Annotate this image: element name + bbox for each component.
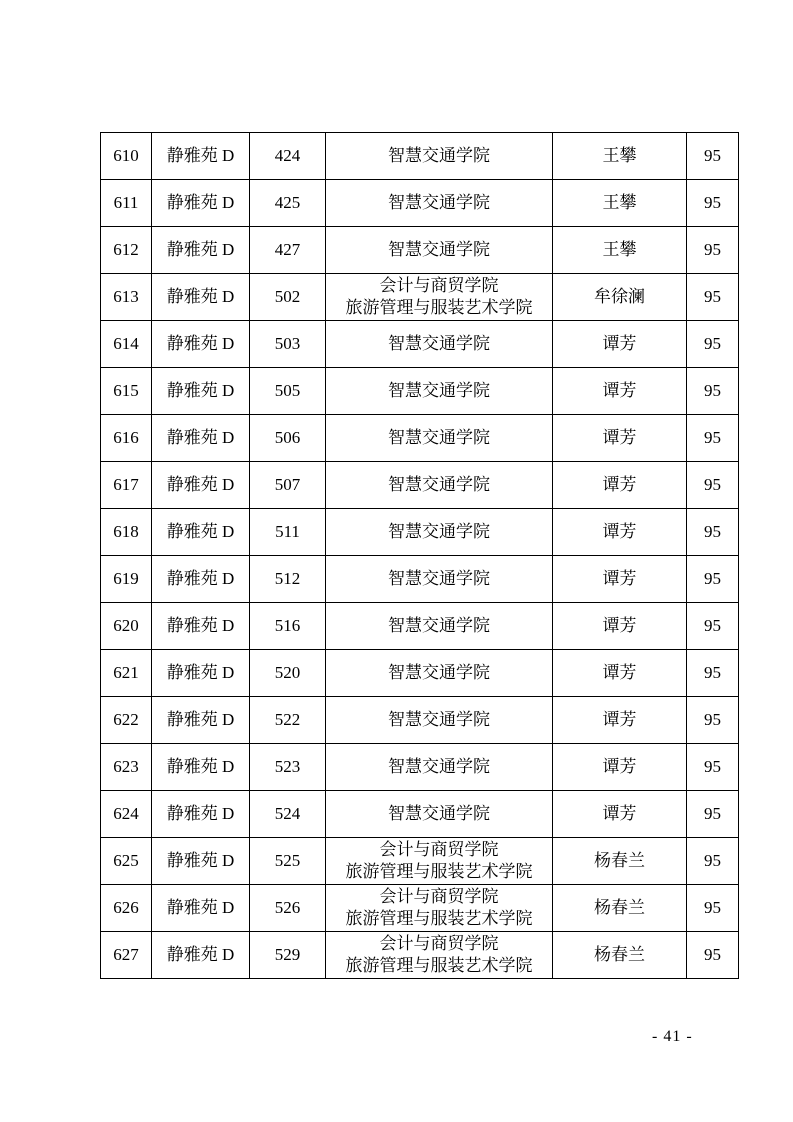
cell-room: 524 <box>250 791 326 838</box>
cell-college <box>326 697 553 744</box>
college-name-line: 智慧交通学院 <box>388 146 490 165</box>
cell-building: 静雅苑 D <box>152 274 250 321</box>
cell-room: 529 <box>250 932 326 979</box>
cell-score: 95 <box>687 321 739 368</box>
cell-building: 静雅苑 D <box>152 697 250 744</box>
cell-building: 静雅苑 D <box>152 415 250 462</box>
cell-college <box>326 885 553 932</box>
cell-score: 95 <box>687 650 739 697</box>
cell-college <box>326 180 553 227</box>
cell-teacher: 谭芳 <box>553 697 687 744</box>
table-row <box>101 227 739 274</box>
cell-score: 95 <box>687 133 739 180</box>
table-row <box>101 932 739 979</box>
college-name-line: 会计与商贸学院 <box>379 276 499 295</box>
cell-number: 621 <box>101 650 152 697</box>
college-name-line: 智慧交通学院 <box>388 569 490 588</box>
cell-room: 520 <box>250 650 326 697</box>
table-row <box>101 180 739 227</box>
cell-room: 507 <box>250 462 326 509</box>
table-row <box>101 509 739 556</box>
cell-college <box>326 932 553 979</box>
dormitory-score-table-container <box>100 132 738 979</box>
cell-teacher: 牟徐澜 <box>553 274 687 321</box>
cell-teacher: 谭芳 <box>553 415 687 462</box>
cell-room: 523 <box>250 744 326 791</box>
cell-college <box>326 650 553 697</box>
cell-college <box>326 227 553 274</box>
cell-teacher: 谭芳 <box>553 791 687 838</box>
college-name-line: 智慧交通学院 <box>388 193 490 212</box>
cell-room: 525 <box>250 838 326 885</box>
cell-number: 623 <box>101 744 152 791</box>
table-row <box>101 274 739 321</box>
cell-building: 静雅苑 D <box>152 650 250 697</box>
table-row <box>101 462 739 509</box>
cell-building: 静雅苑 D <box>152 133 250 180</box>
college-name-line: 智慧交通学院 <box>388 710 490 729</box>
cell-room: 502 <box>250 274 326 321</box>
cell-teacher: 王攀 <box>553 227 687 274</box>
table-row <box>101 791 739 838</box>
cell-room: 425 <box>250 180 326 227</box>
cell-number: 613 <box>101 274 152 321</box>
cell-college <box>326 462 553 509</box>
cell-room: 511 <box>250 509 326 556</box>
cell-college <box>326 791 553 838</box>
cell-teacher: 王攀 <box>553 133 687 180</box>
cell-score: 95 <box>687 509 739 556</box>
cell-number: 614 <box>101 321 152 368</box>
college-name-line: 智慧交通学院 <box>388 240 490 259</box>
cell-building: 静雅苑 D <box>152 932 250 979</box>
table-row <box>101 603 739 650</box>
college-name-line: 会计与商贸学院 <box>379 887 499 906</box>
cell-college <box>326 509 553 556</box>
college-name-line: 会计与商贸学院 <box>379 840 499 859</box>
cell-college <box>326 603 553 650</box>
cell-score: 95 <box>687 368 739 415</box>
cell-college <box>326 838 553 885</box>
cell-teacher: 谭芳 <box>553 556 687 603</box>
table-row <box>101 744 739 791</box>
cell-teacher: 杨春兰 <box>553 932 687 979</box>
cell-number: 616 <box>101 415 152 462</box>
cell-score: 95 <box>687 697 739 744</box>
page-number: - 41 - <box>652 1028 693 1045</box>
college-name-line: 旅游管理与服装艺术学院 <box>345 298 533 317</box>
cell-teacher: 谭芳 <box>553 321 687 368</box>
college-name-line: 会计与商贸学院 <box>379 934 499 953</box>
college-name-line: 智慧交通学院 <box>388 616 490 635</box>
college-name-line: 智慧交通学院 <box>388 334 490 353</box>
cell-score: 95 <box>687 791 739 838</box>
cell-score: 95 <box>687 274 739 321</box>
cell-score: 95 <box>687 415 739 462</box>
college-name-line: 智慧交通学院 <box>388 428 490 447</box>
cell-number: 617 <box>101 462 152 509</box>
cell-building: 静雅苑 D <box>152 603 250 650</box>
cell-teacher: 谭芳 <box>553 368 687 415</box>
college-name-line: 旅游管理与服装艺术学院 <box>345 862 533 881</box>
cell-building: 静雅苑 D <box>152 556 250 603</box>
college-name-line: 智慧交通学院 <box>388 475 490 494</box>
cell-teacher: 谭芳 <box>553 744 687 791</box>
table-row <box>101 133 739 180</box>
cell-number: 626 <box>101 885 152 932</box>
college-name-line: 智慧交通学院 <box>388 757 490 776</box>
cell-score: 95 <box>687 180 739 227</box>
table-row <box>101 556 739 603</box>
cell-room: 506 <box>250 415 326 462</box>
cell-building: 静雅苑 D <box>152 368 250 415</box>
cell-teacher: 谭芳 <box>553 462 687 509</box>
cell-room: 512 <box>250 556 326 603</box>
cell-teacher: 谭芳 <box>553 650 687 697</box>
cell-score: 95 <box>687 462 739 509</box>
cell-score: 95 <box>687 603 739 650</box>
college-name-line: 智慧交通学院 <box>388 804 490 823</box>
cell-score: 95 <box>687 885 739 932</box>
table-row <box>101 838 739 885</box>
cell-number: 625 <box>101 838 152 885</box>
cell-building: 静雅苑 D <box>152 180 250 227</box>
cell-score: 95 <box>687 838 739 885</box>
cell-room: 503 <box>250 321 326 368</box>
cell-number: 620 <box>101 603 152 650</box>
cell-number: 622 <box>101 697 152 744</box>
cell-score: 95 <box>687 932 739 979</box>
cell-college <box>326 133 553 180</box>
cell-room: 427 <box>250 227 326 274</box>
cell-college <box>326 744 553 791</box>
cell-number: 612 <box>101 227 152 274</box>
table-row <box>101 321 739 368</box>
table-row <box>101 697 739 744</box>
cell-college <box>326 368 553 415</box>
cell-room: 522 <box>250 697 326 744</box>
cell-college <box>326 556 553 603</box>
cell-teacher: 杨春兰 <box>553 838 687 885</box>
cell-building: 静雅苑 D <box>152 791 250 838</box>
table-row <box>101 650 739 697</box>
cell-building: 静雅苑 D <box>152 509 250 556</box>
cell-building: 静雅苑 D <box>152 838 250 885</box>
cell-building: 静雅苑 D <box>152 321 250 368</box>
dormitory-score-table <box>100 132 739 979</box>
college-name-line: 智慧交通学院 <box>388 522 490 541</box>
cell-number: 610 <box>101 133 152 180</box>
cell-building: 静雅苑 D <box>152 462 250 509</box>
cell-score: 95 <box>687 556 739 603</box>
cell-room: 526 <box>250 885 326 932</box>
cell-room: 424 <box>250 133 326 180</box>
cell-room: 516 <box>250 603 326 650</box>
cell-teacher: 谭芳 <box>553 509 687 556</box>
cell-college <box>326 321 553 368</box>
cell-building: 静雅苑 D <box>152 227 250 274</box>
cell-room: 505 <box>250 368 326 415</box>
cell-number: 627 <box>101 932 152 979</box>
table-row <box>101 415 739 462</box>
college-name-line: 智慧交通学院 <box>388 381 490 400</box>
college-name-line: 智慧交通学院 <box>388 663 490 682</box>
cell-teacher: 王攀 <box>553 180 687 227</box>
table-row <box>101 368 739 415</box>
cell-teacher: 杨春兰 <box>553 885 687 932</box>
cell-number: 611 <box>101 180 152 227</box>
college-name-line: 旅游管理与服装艺术学院 <box>345 909 533 928</box>
cell-score: 95 <box>687 744 739 791</box>
college-name-line: 旅游管理与服装艺术学院 <box>345 956 533 975</box>
cell-number: 619 <box>101 556 152 603</box>
cell-number: 624 <box>101 791 152 838</box>
cell-number: 615 <box>101 368 152 415</box>
cell-building: 静雅苑 D <box>152 885 250 932</box>
cell-teacher: 谭芳 <box>553 603 687 650</box>
cell-number: 618 <box>101 509 152 556</box>
table-body <box>101 133 739 979</box>
cell-college <box>326 274 553 321</box>
table-row <box>101 885 739 932</box>
cell-college <box>326 415 553 462</box>
cell-score: 95 <box>687 227 739 274</box>
cell-building: 静雅苑 D <box>152 744 250 791</box>
